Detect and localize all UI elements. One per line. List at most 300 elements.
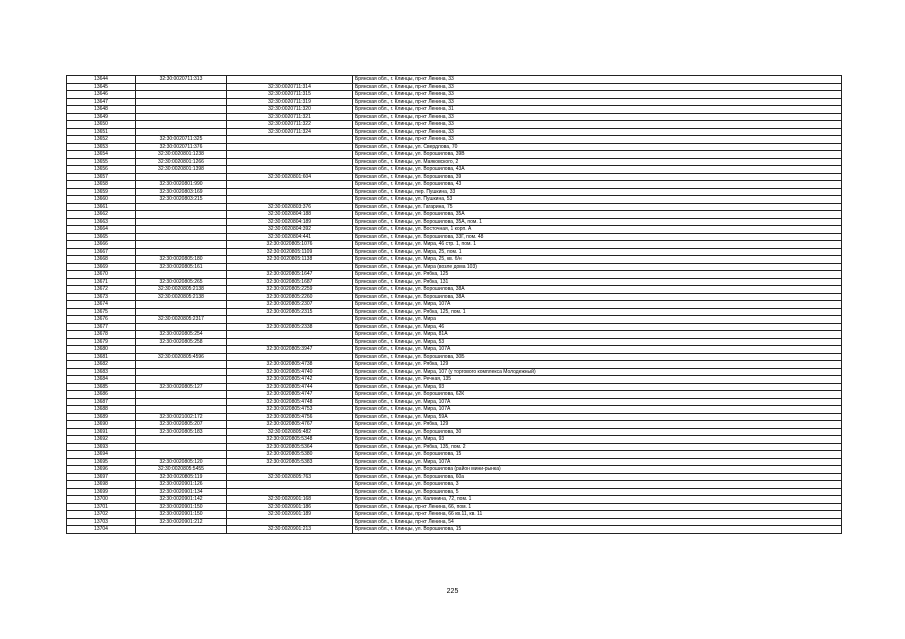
parcel-number-cell: 32:30:0020801:1266: [136, 158, 227, 166]
parcel-number-cell: 32:30:0020805:4596: [136, 353, 227, 361]
table-row: [67, 166, 842, 174]
row-number-cell: 13671: [67, 278, 136, 286]
row-number-cell: 13654: [67, 151, 136, 159]
parcel-number-cell: 32:30:0020711:376: [136, 143, 227, 151]
building-number-cell: [227, 196, 353, 204]
parcel-number-cell: 32:30:0020801:1398: [136, 166, 227, 174]
row-number-cell: 13645: [67, 83, 136, 91]
row-number-cell: 13663: [67, 218, 136, 226]
address-cell: Брянская обл., г. Клинцы, пр-кт Ленина, 33: [353, 83, 842, 91]
building-number-cell: 32:30:0020805:2338: [227, 323, 353, 331]
row-number-cell: 13672: [67, 286, 136, 294]
row-number-cell: 13682: [67, 361, 136, 369]
parcel-number-cell: 32:30:0020805:120: [136, 458, 227, 466]
parcel-number-cell: [136, 203, 227, 211]
building-number-cell: 32:30:0020711:321: [227, 113, 353, 121]
parcel-number-cell: [136, 398, 227, 406]
parcel-number-cell: [136, 391, 227, 399]
registry-table: [66, 75, 842, 534]
address-cell: Брянская обл., г. Клинцы, ул. Мира, 46 стр. 1, пом. 1: [353, 241, 842, 249]
row-number-cell: 13674: [67, 301, 136, 309]
building-number-cell: 32:30:0020804:392: [227, 226, 353, 234]
table-row: [67, 443, 842, 451]
building-number-cell: [227, 181, 353, 189]
parcel-number-cell: [136, 218, 227, 226]
table-row: [67, 211, 842, 219]
building-number-cell: 32:30:0020711:324: [227, 128, 353, 136]
address-cell: Брянская обл., г. Клинцы, ул. Речная, 135: [353, 376, 842, 384]
building-number-cell: 32:30:0020805:2307: [227, 301, 353, 309]
building-number-cell: 32:30:0020804:441: [227, 233, 353, 241]
row-number-cell: 13701: [67, 503, 136, 511]
table-row: [67, 121, 842, 129]
parcel-number-cell: [136, 376, 227, 384]
parcel-number-cell: 32:30:0020805:180: [136, 256, 227, 264]
row-number-cell: 13679: [67, 338, 136, 346]
building-number-cell: 32:30:0020901:213: [227, 526, 353, 534]
building-number-cell: 32:30:0020711:319: [227, 98, 353, 106]
row-number-cell: 13658: [67, 181, 136, 189]
registry-table-body: [67, 76, 842, 534]
row-number-cell: 13702: [67, 511, 136, 519]
building-number-cell: [227, 136, 353, 144]
row-number-cell: 13683: [67, 368, 136, 376]
address-cell: Брянская обл., г. Клинцы, ул. Ворошилова, 62К: [353, 391, 842, 399]
address-cell: Брянская обл., г. Клинцы, ул. Ворошилова, 39: [353, 173, 842, 181]
building-number-cell: 32:30:0020803:376: [227, 203, 353, 211]
address-cell: Брянская обл., г. Клинцы, пр-кт Ленина, 31: [353, 106, 842, 114]
address-cell: Брянская обл., г. Клинцы, ул. Ворошилова (район мини-рынка): [353, 466, 842, 474]
row-number-cell: 13659: [67, 188, 136, 196]
building-number-cell: 32:30:0020901:189: [227, 511, 353, 519]
table-row: [67, 316, 842, 324]
building-number-cell: 32:30:0020711:315: [227, 91, 353, 99]
table-row: [67, 518, 842, 526]
row-number-cell: 13675: [67, 308, 136, 316]
building-number-cell: 32:30:0020805:1109: [227, 248, 353, 256]
building-number-cell: [227, 518, 353, 526]
address-cell: Брянская обл., г. Клинцы, ул. Ворошилова, 30: [353, 428, 842, 436]
address-cell: Брянская обл., г. Клинцы, ул. Гагарина, 75: [353, 203, 842, 211]
parcel-number-cell: [136, 173, 227, 181]
table-row: [67, 346, 842, 354]
parcel-number-cell: 32:30:0020805:207: [136, 421, 227, 429]
table-row: [67, 368, 842, 376]
building-number-cell: [227, 188, 353, 196]
parcel-number-cell: [136, 368, 227, 376]
address-cell: Брянская обл., г. Клинцы, ул. Ворошилова, 5: [353, 488, 842, 496]
row-number-cell: 13661: [67, 203, 136, 211]
row-number-cell: 13644: [67, 76, 136, 84]
building-number-cell: 32:30:0020805:4753: [227, 406, 353, 414]
building-number-cell: [227, 166, 353, 174]
address-cell: Брянская обл., г. Клинцы, ул. Ворошилова, 35А: [353, 211, 842, 219]
address-cell: Брянская обл., г. Клинцы, ул. Ворошилова, 3: [353, 481, 842, 489]
address-cell: Брянская обл., г. Клинцы, пр-кт Ленина, 33: [353, 113, 842, 121]
parcel-number-cell: 32:30:0020901:150: [136, 503, 227, 511]
building-number-cell: [227, 143, 353, 151]
parcel-number-cell: [136, 233, 227, 241]
table-row: [67, 91, 842, 99]
building-number-cell: [227, 263, 353, 271]
row-number-cell: 13667: [67, 248, 136, 256]
parcel-number-cell: 32:30:0020805:2317: [136, 316, 227, 324]
table-row: [67, 406, 842, 414]
row-number-cell: 13662: [67, 211, 136, 219]
table-row: [67, 338, 842, 346]
parcel-number-cell: 32:30:0020805:161: [136, 263, 227, 271]
address-cell: Брянская обл., г. Клинцы, ул. Мира, 93: [353, 383, 842, 391]
address-cell: Брянская обл., г. Клинцы, ул. Свердлова, 70: [353, 143, 842, 151]
table-row: [67, 226, 842, 234]
address-cell: Брянская обл., г. Клинцы, ул. Ворошилова, 38А: [353, 293, 842, 301]
table-row: [67, 458, 842, 466]
row-number-cell: 13692: [67, 436, 136, 444]
parcel-number-cell: 32:30:0020805:119: [136, 473, 227, 481]
address-cell: Брянская обл., г. Клинцы, ул. Мира, 107А: [353, 301, 842, 309]
row-number-cell: 13665: [67, 233, 136, 241]
parcel-number-cell: [136, 436, 227, 444]
table-row: [67, 76, 842, 84]
table-row: [67, 136, 842, 144]
parcel-number-cell: 32:30:0020805:265: [136, 278, 227, 286]
parcel-number-cell: [136, 361, 227, 369]
row-number-cell: 13696: [67, 466, 136, 474]
table-row: [67, 106, 842, 114]
building-number-cell: 32:30:0020805:1076: [227, 241, 353, 249]
parcel-number-cell: [136, 301, 227, 309]
parcel-number-cell: [136, 451, 227, 459]
row-number-cell: 13676: [67, 316, 136, 324]
row-number-cell: 13651: [67, 128, 136, 136]
address-cell: Брянская обл., г. Клинцы, ул. Восточная, 1 корп. А: [353, 226, 842, 234]
row-number-cell: 13657: [67, 173, 136, 181]
table-row: [67, 473, 842, 481]
row-number-cell: 13704: [67, 526, 136, 534]
table-row: [67, 353, 842, 361]
row-number-cell: 13652: [67, 136, 136, 144]
row-number-cell: 13656: [67, 166, 136, 174]
address-cell: Брянская обл., г. Клинцы, пр-кт Ленина, 33: [353, 76, 842, 84]
address-cell: Брянская обл., г. Клинцы, ул. Ворошилова, 33Г, пом. 48: [353, 233, 842, 241]
address-cell: Брянская обл., г. Клинцы, пр-кт Ленина, 33: [353, 91, 842, 99]
row-number-cell: 13681: [67, 353, 136, 361]
table-row: [67, 151, 842, 159]
row-number-cell: 13653: [67, 143, 136, 151]
table-row: [67, 511, 842, 519]
parcel-number-cell: [136, 211, 227, 219]
parcel-number-cell: 32:30:0020901:150: [136, 511, 227, 519]
building-number-cell: 32:30:0020805:2259: [227, 286, 353, 294]
row-number-cell: 13698: [67, 481, 136, 489]
table-row: [67, 526, 842, 534]
building-number-cell: [227, 353, 353, 361]
building-number-cell: [227, 488, 353, 496]
address-cell: Брянская обл., г. Клинцы, ул. Мира: [353, 316, 842, 324]
row-number-cell: 13703: [67, 518, 136, 526]
row-number-cell: 13699: [67, 488, 136, 496]
address-cell: Брянская обл., г. Клинцы, ул. Ворошилова, 39В: [353, 151, 842, 159]
address-cell: Брянская обл., г. Клинцы, ул. Мира, 107А: [353, 406, 842, 414]
parcel-number-cell: [136, 443, 227, 451]
parcel-number-cell: 32:30:0020805:5455: [136, 466, 227, 474]
table-row: [67, 466, 842, 474]
address-cell: Брянская обл., г. Клинцы, ул. Мира, 107А: [353, 398, 842, 406]
building-number-cell: 32:30:0020805:763: [227, 473, 353, 481]
building-number-cell: [227, 316, 353, 324]
table-row: [67, 278, 842, 286]
address-cell: Брянская обл., г. Клинцы, ул. Рябка, 129: [353, 361, 842, 369]
row-number-cell: 13700: [67, 496, 136, 504]
address-cell: Брянская обл., г. Клинцы, ул. Ворошилова, 35А, пом. 1: [353, 218, 842, 226]
table-row: [67, 241, 842, 249]
parcel-number-cell: 32:30:0020803:169: [136, 188, 227, 196]
parcel-number-cell: [136, 226, 227, 234]
table-row: [67, 188, 842, 196]
address-cell: Брянская обл., г. Клинцы, ул. Ворошилова, 38А: [353, 286, 842, 294]
table-row: [67, 181, 842, 189]
parcel-number-cell: 32:30:0020805:254: [136, 331, 227, 339]
parcel-number-cell: [136, 83, 227, 91]
parcel-number-cell: [136, 526, 227, 534]
table-row: [67, 113, 842, 121]
table-row: [67, 323, 842, 331]
table-row: [67, 503, 842, 511]
table-row: [67, 293, 842, 301]
address-cell: Брянская обл., г. Клинцы, ул. Ворошилова, 30Б: [353, 353, 842, 361]
building-number-cell: 32:30:0020805:5364: [227, 443, 353, 451]
address-cell: Брянская обл., г. Клинцы, ул. Рябка, 135, пом. 2: [353, 443, 842, 451]
row-number-cell: 13695: [67, 458, 136, 466]
table-row: [67, 196, 842, 204]
address-cell: Брянская обл., г. Клинцы, пр-кт Ленина, 33: [353, 98, 842, 106]
building-number-cell: [227, 481, 353, 489]
address-cell: Брянская обл., г. Клинцы, ул. Мира, 46: [353, 323, 842, 331]
parcel-number-cell: [136, 323, 227, 331]
address-cell: Брянская обл., г. Клинцы, ул. Мира, 25, кв. б/н: [353, 256, 842, 264]
row-number-cell: 13668: [67, 256, 136, 264]
row-number-cell: 13694: [67, 451, 136, 459]
address-cell: Брянская обл., г. Клинцы, пр-кт Ленина, 66, пом. 1: [353, 503, 842, 511]
address-cell: Брянская обл., г. Клинцы, ул. Мира (возле дома 103): [353, 263, 842, 271]
parcel-number-cell: 32:30:0020901:212: [136, 518, 227, 526]
table-row: [67, 451, 842, 459]
table-row: [67, 233, 842, 241]
row-number-cell: 13680: [67, 346, 136, 354]
building-number-cell: 32:30:0020805:5383: [227, 458, 353, 466]
table-row: [67, 383, 842, 391]
parcel-number-cell: 32:30:0020803:215: [136, 196, 227, 204]
table-row: [67, 218, 842, 226]
parcel-number-cell: [136, 91, 227, 99]
row-number-cell: 13687: [67, 398, 136, 406]
row-number-cell: 13660: [67, 196, 136, 204]
address-cell: Брянская обл., г. Клинцы, ул. Мира, 81А: [353, 331, 842, 339]
parcel-number-cell: 32:30:0020901:126: [136, 481, 227, 489]
address-cell: Брянская обл., г. Клинцы, ул. Пушкина, 53: [353, 196, 842, 204]
parcel-number-cell: [136, 128, 227, 136]
building-number-cell: 32:30:0020805:1647: [227, 271, 353, 279]
address-cell: Брянская обл., г. Клинцы, ул. Ворошилова, 60а: [353, 473, 842, 481]
building-number-cell: 32:30:0020805:1138: [227, 256, 353, 264]
row-number-cell: 13693: [67, 443, 136, 451]
parcel-number-cell: 32:30:0020801:1238: [136, 151, 227, 159]
building-number-cell: 32:30:0020805:4748: [227, 398, 353, 406]
row-number-cell: 13649: [67, 113, 136, 121]
building-number-cell: [227, 338, 353, 346]
row-number-cell: 13690: [67, 421, 136, 429]
building-number-cell: 32:30:0020711:314: [227, 83, 353, 91]
table-row: [67, 488, 842, 496]
address-cell: Брянская обл., г. Клинцы, ул. Ворошилова, 15: [353, 451, 842, 459]
building-number-cell: 32:30:0020805:1687: [227, 278, 353, 286]
row-number-cell: 13673: [67, 293, 136, 301]
address-cell: Брянская обл., г. Клинцы, ул. Мира, 107А: [353, 346, 842, 354]
parcel-number-cell: [136, 308, 227, 316]
building-number-cell: 32:30:0020805:2315: [227, 308, 353, 316]
parcel-number-cell: 32:30:0020901:142: [136, 496, 227, 504]
table-row: [67, 331, 842, 339]
parcel-number-cell: 32:30:0020805:2138: [136, 286, 227, 294]
address-cell: Брянская обл., г. Клинцы, ул. Мира, 53: [353, 338, 842, 346]
table-row: [67, 248, 842, 256]
address-cell: Брянская обл., г. Клинцы, ул. Ворошилова, 43А: [353, 166, 842, 174]
row-number-cell: 13685: [67, 383, 136, 391]
parcel-number-cell: [136, 241, 227, 249]
building-number-cell: 32:30:0020804:189: [227, 218, 353, 226]
building-number-cell: [227, 466, 353, 474]
table-row: [67, 376, 842, 384]
parcel-number-cell: 32:30:0020805:2138: [136, 293, 227, 301]
row-number-cell: 13697: [67, 473, 136, 481]
building-number-cell: 32:30:0020711:322: [227, 121, 353, 129]
parcel-number-cell: 32:30:0020805:183: [136, 428, 227, 436]
row-number-cell: 13666: [67, 241, 136, 249]
parcel-number-cell: 32:30:0020801:990: [136, 181, 227, 189]
address-cell: Брянская обл., г. Клинцы, пр-кт Ленина, 33: [353, 136, 842, 144]
address-cell: Брянская обл., г. Клинцы, пр-кт Ленина, 66 кв.11, кв. 11: [353, 511, 842, 519]
table-row: [67, 391, 842, 399]
table-row: [67, 143, 842, 151]
address-cell: Брянская обл., г. Клинцы, ул. Ворошилова, 43: [353, 181, 842, 189]
address-cell: Брянская обл., г. Клинцы, ул. Рябка, 125: [353, 271, 842, 279]
building-number-cell: 32:30:0020805:5380: [227, 451, 353, 459]
address-cell: Брянская обл., г. Клинцы, ул. Мира, 59А: [353, 413, 842, 421]
building-number-cell: 32:30:0020805:482: [227, 428, 353, 436]
table-row: [67, 128, 842, 136]
row-number-cell: 13689: [67, 413, 136, 421]
table-row: [67, 428, 842, 436]
parcel-number-cell: [136, 406, 227, 414]
row-number-cell: 13686: [67, 391, 136, 399]
building-number-cell: [227, 158, 353, 166]
address-cell: Брянская обл., г. Клинцы, пер. Пушкина, 33: [353, 188, 842, 196]
table-row: [67, 421, 842, 429]
address-cell: Брянская обл., г. Клинцы, ул. Мира, 107А: [353, 458, 842, 466]
parcel-number-cell: 32:30:0020711:325: [136, 136, 227, 144]
parcel-number-cell: [136, 248, 227, 256]
building-number-cell: 32:30:0020805:4747: [227, 391, 353, 399]
building-number-cell: 32:30:0020805:4738: [227, 361, 353, 369]
building-number-cell: 32:30:0020804:188: [227, 211, 353, 219]
address-cell: Брянская обл., г. Клинцы, ул. Мира, 93: [353, 436, 842, 444]
building-number-cell: [227, 76, 353, 84]
building-number-cell: 32:30:0020805:4744: [227, 383, 353, 391]
table-row: [67, 271, 842, 279]
row-number-cell: 13670: [67, 271, 136, 279]
parcel-number-cell: [136, 113, 227, 121]
address-cell: Брянская обл., г. Клинцы, ул. Калинина, 72, пом. 1: [353, 496, 842, 504]
building-number-cell: 32:30:0020901:168: [227, 496, 353, 504]
page-number: 225: [446, 588, 459, 595]
table-row: [67, 263, 842, 271]
row-number-cell: 13669: [67, 263, 136, 271]
table-row: [67, 173, 842, 181]
building-number-cell: 32:30:0020805:4756: [227, 413, 353, 421]
row-number-cell: 13655: [67, 158, 136, 166]
table-row: [67, 98, 842, 106]
table-row: [67, 413, 842, 421]
row-number-cell: 13684: [67, 376, 136, 384]
address-cell: Брянская обл., г. Клинцы, ул. Мира, 25, пом. 1: [353, 248, 842, 256]
table-row: [67, 83, 842, 91]
table-row: [67, 301, 842, 309]
parcel-number-cell: 32:30:0020711:313: [136, 76, 227, 84]
building-number-cell: 32:30:0020805:4767: [227, 421, 353, 429]
building-number-cell: 32:30:0020805:4740: [227, 368, 353, 376]
address-cell: Брянская обл., г. Клинцы, ул. Маяковского, 2: [353, 158, 842, 166]
parcel-number-cell: 32:30:0021002:172: [136, 413, 227, 421]
table-row: [67, 158, 842, 166]
table-row: [67, 256, 842, 264]
parcel-number-cell: [136, 121, 227, 129]
address-cell: Брянская обл., г. Клинцы, пр-кт Ленина, 54: [353, 518, 842, 526]
row-number-cell: 13650: [67, 121, 136, 129]
address-cell: Брянская обл., г. Клинцы, ул. Рябка, 129: [353, 421, 842, 429]
building-number-cell: 32:30:0020805:3947: [227, 346, 353, 354]
parcel-number-cell: 32:30:0020805:127: [136, 383, 227, 391]
address-cell: Брянская обл., г. Клинцы, пр-кт Ленина, 33: [353, 121, 842, 129]
building-number-cell: 32:30:0020801:604: [227, 173, 353, 181]
table-row: [67, 361, 842, 369]
address-cell: Брянская обл., г. Клинцы, пр-кт Ленина, 33: [353, 128, 842, 136]
row-number-cell: 13648: [67, 106, 136, 114]
table-row: [67, 436, 842, 444]
parcel-number-cell: [136, 98, 227, 106]
row-number-cell: 13664: [67, 226, 136, 234]
parcel-number-cell: 32:30:0020805:258: [136, 338, 227, 346]
row-number-cell: 13646: [67, 91, 136, 99]
row-number-cell: 13677: [67, 323, 136, 331]
table-row: [67, 308, 842, 316]
table-row: [67, 481, 842, 489]
row-number-cell: 13691: [67, 428, 136, 436]
table-row: [67, 398, 842, 406]
parcel-number-cell: 32:30:0020901:134: [136, 488, 227, 496]
table-row: [67, 496, 842, 504]
parcel-number-cell: [136, 106, 227, 114]
table-row: [67, 286, 842, 294]
address-cell: Брянская обл., г. Клинцы, ул. Рябка, 131: [353, 278, 842, 286]
address-cell: Брянская обл., г. Клинцы, ул. Рябка, 125, пом. 1: [353, 308, 842, 316]
building-number-cell: [227, 151, 353, 159]
building-number-cell: 32:30:0020805:4742: [227, 376, 353, 384]
row-number-cell: 13647: [67, 98, 136, 106]
address-cell: Брянская обл., г. Клинцы, ул. Мира, 107 (у торгового комплекса Молодежный): [353, 368, 842, 376]
building-number-cell: 32:30:0020901:186: [227, 503, 353, 511]
parcel-number-cell: [136, 271, 227, 279]
table-row: [67, 203, 842, 211]
